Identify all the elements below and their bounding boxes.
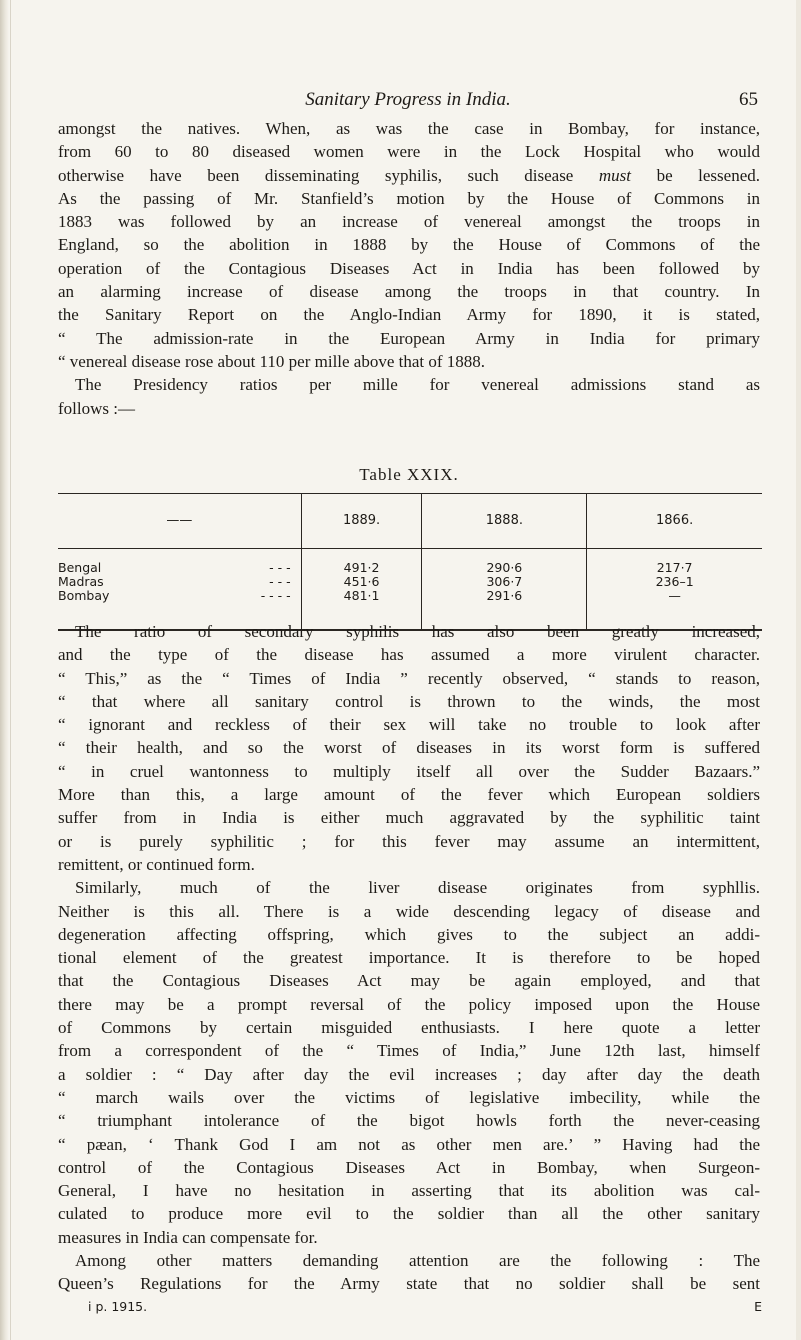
table-cell: 451·6 <box>343 574 380 589</box>
text-line: that the Contagious Diseases Act may be again employed, and that <box>58 971 760 991</box>
text-line: Neither is this all. There is a wide descending legacy of disease and <box>58 901 760 921</box>
text-line: “ venereal disease rose about 110 per mille above that of 1888. <box>58 351 486 371</box>
text-line: “ march wails over the victims of legislative imbecility, while the <box>58 1087 760 1107</box>
text-line: “ pæan, ‘ Thank God I am not as other men are.’ ” Having had the <box>58 1134 760 1154</box>
text-line: of Commons by certain misguided enthusiasts. I here quote a letter <box>58 1018 760 1038</box>
column-header: 1888. <box>421 494 586 548</box>
column-1866 <box>586 549 762 629</box>
text-line: an alarming increase of disease among the troops in that country. In <box>58 282 760 302</box>
text-line: or is purely syphilitic ; for this fever may assume an intermittent, <box>58 831 760 851</box>
text-line: Queen’s Regulations for the Army state that no soldier shall be sent <box>58 1274 760 1294</box>
table-cell: 217·7 <box>656 560 693 575</box>
running-header <box>58 89 758 117</box>
text-line: “ triumphant intolerance of the bigot howls forth the never-ceasing <box>58 1111 760 1131</box>
text-line: The Presidency ratios per mille for venereal admissions stand as <box>75 375 760 395</box>
paragraph-1 <box>58 117 760 420</box>
text-line: from 60 to 80 diseased women were in the Lock Hospital who would <box>58 142 760 162</box>
text-line: tional element of the greatest importance. It is therefore to be hoped <box>58 948 760 968</box>
text-line: “ This,” as the “ Times of India ” recently observed, “ stands to reason, <box>58 668 760 688</box>
column-header: 1866. <box>586 494 762 548</box>
column-header: 1889. <box>301 494 422 548</box>
text-line: England, so the abolition in 1888 by the House of Commons of the <box>58 235 760 255</box>
table-cell: — <box>668 588 681 603</box>
signature-line <box>88 1299 762 1319</box>
text-line: General, I have no hesitation in asserting that its abolition was cal- <box>58 1181 760 1201</box>
text-line: “ their health, and so the worst of diseases in its worst form is suffered <box>58 738 760 758</box>
text-line: More than this, a large amount of the fever which European soldiers <box>58 785 760 805</box>
page-edge-right <box>796 0 801 1340</box>
text-line: Among other matters demanding attention are the following : The <box>75 1251 760 1271</box>
text-line: culated to produce more evil to the soldier than all the other sanitary <box>58 1204 760 1224</box>
table-cell: 491·2 <box>343 560 380 575</box>
text-line: follows :— <box>58 398 135 418</box>
text-line: As the passing of Mr. Stanfield’s motion by the House of Commons in <box>58 188 760 208</box>
text-line: 1883 was followed by an increase of venereal amongst the troops in <box>58 212 760 232</box>
text-line: the Sanitary Report on the Anglo-Indian Army for 1890, it is stated, <box>58 305 760 325</box>
text-line: “ The admission-rate in the European Army in India for primary <box>58 328 760 348</box>
emphasis: must <box>598 165 632 185</box>
table-header-row <box>58 494 762 549</box>
text-line: operation of the Contagious Diseases Act in India has been followed by <box>58 258 760 278</box>
text-line: “ ignorant and reckless of their sex will take no trouble to look after <box>58 715 760 735</box>
paragraph-2 <box>58 620 760 1296</box>
text-line: The ratio of secondary syphilis has also been greatly increased, <box>75 622 760 641</box>
running-title: Sanitary Progress in India. <box>305 89 511 110</box>
text-line: Similarly, much of the liver disease originates from syphllis. <box>75 878 760 898</box>
table-cell: 290·6 <box>486 560 523 575</box>
page-number: 65 <box>739 89 758 110</box>
row-label: Bombay - - - - <box>58 588 291 603</box>
page-edge-line <box>10 0 11 1340</box>
row-labels <box>58 549 301 629</box>
text-line: suffer from in India is either much aggravated by the syphilitic taint <box>58 808 760 828</box>
page-edge-shadow <box>0 0 9 1340</box>
header-corner: —— <box>166 513 193 528</box>
table-cell: 291·6 <box>486 588 523 603</box>
text-line: a soldier : “ Day after day the evil increases ; day after day the death <box>58 1064 760 1084</box>
text-line: otherwise have been disseminating syphilis, such disease must be lessened. <box>58 165 760 185</box>
text-line: there may be a prompt reversal of the policy imposed upon the House <box>58 994 760 1014</box>
gathering-letter: E <box>754 1299 762 1314</box>
row-label: Bengal - - - <box>58 560 291 575</box>
table-cell: 481·1 <box>343 588 380 603</box>
row-label: Madras - - - <box>58 574 291 589</box>
printer-signature: i p. 1915. <box>88 1299 148 1314</box>
text-line: control of the Contagious Diseases Act in Bombay, when Surgeon- <box>58 1157 760 1177</box>
text-line: degeneration affecting offspring, which gives to the subject an addi- <box>58 924 760 944</box>
table-cell: 306·7 <box>486 574 523 589</box>
text-line: “ that where all sanitary control is thrown to the winds, the most <box>58 691 760 711</box>
text-line: amongst the natives. When, as was the case in Bombay, for instance, <box>58 119 760 138</box>
table-body <box>58 549 762 629</box>
text-line: “ in cruel wantonness to multiply itself all over the Sudder Bazaars.” <box>58 761 760 781</box>
text-line: and the type of the disease has assumed a more virulent character. <box>58 645 760 665</box>
admissions-table <box>58 493 762 631</box>
text-line: measures in India can compensate for. <box>58 1227 318 1247</box>
column-1889 <box>301 549 422 629</box>
text-line: from a correspondent of the “ Times of India,” June 12th last, himself <box>58 1041 760 1061</box>
text-line: remittent, or continued form. <box>58 854 255 874</box>
column-1888 <box>421 549 586 629</box>
table-caption: Table XXIX. <box>359 465 459 484</box>
table-cell: 236–1 <box>655 574 694 589</box>
